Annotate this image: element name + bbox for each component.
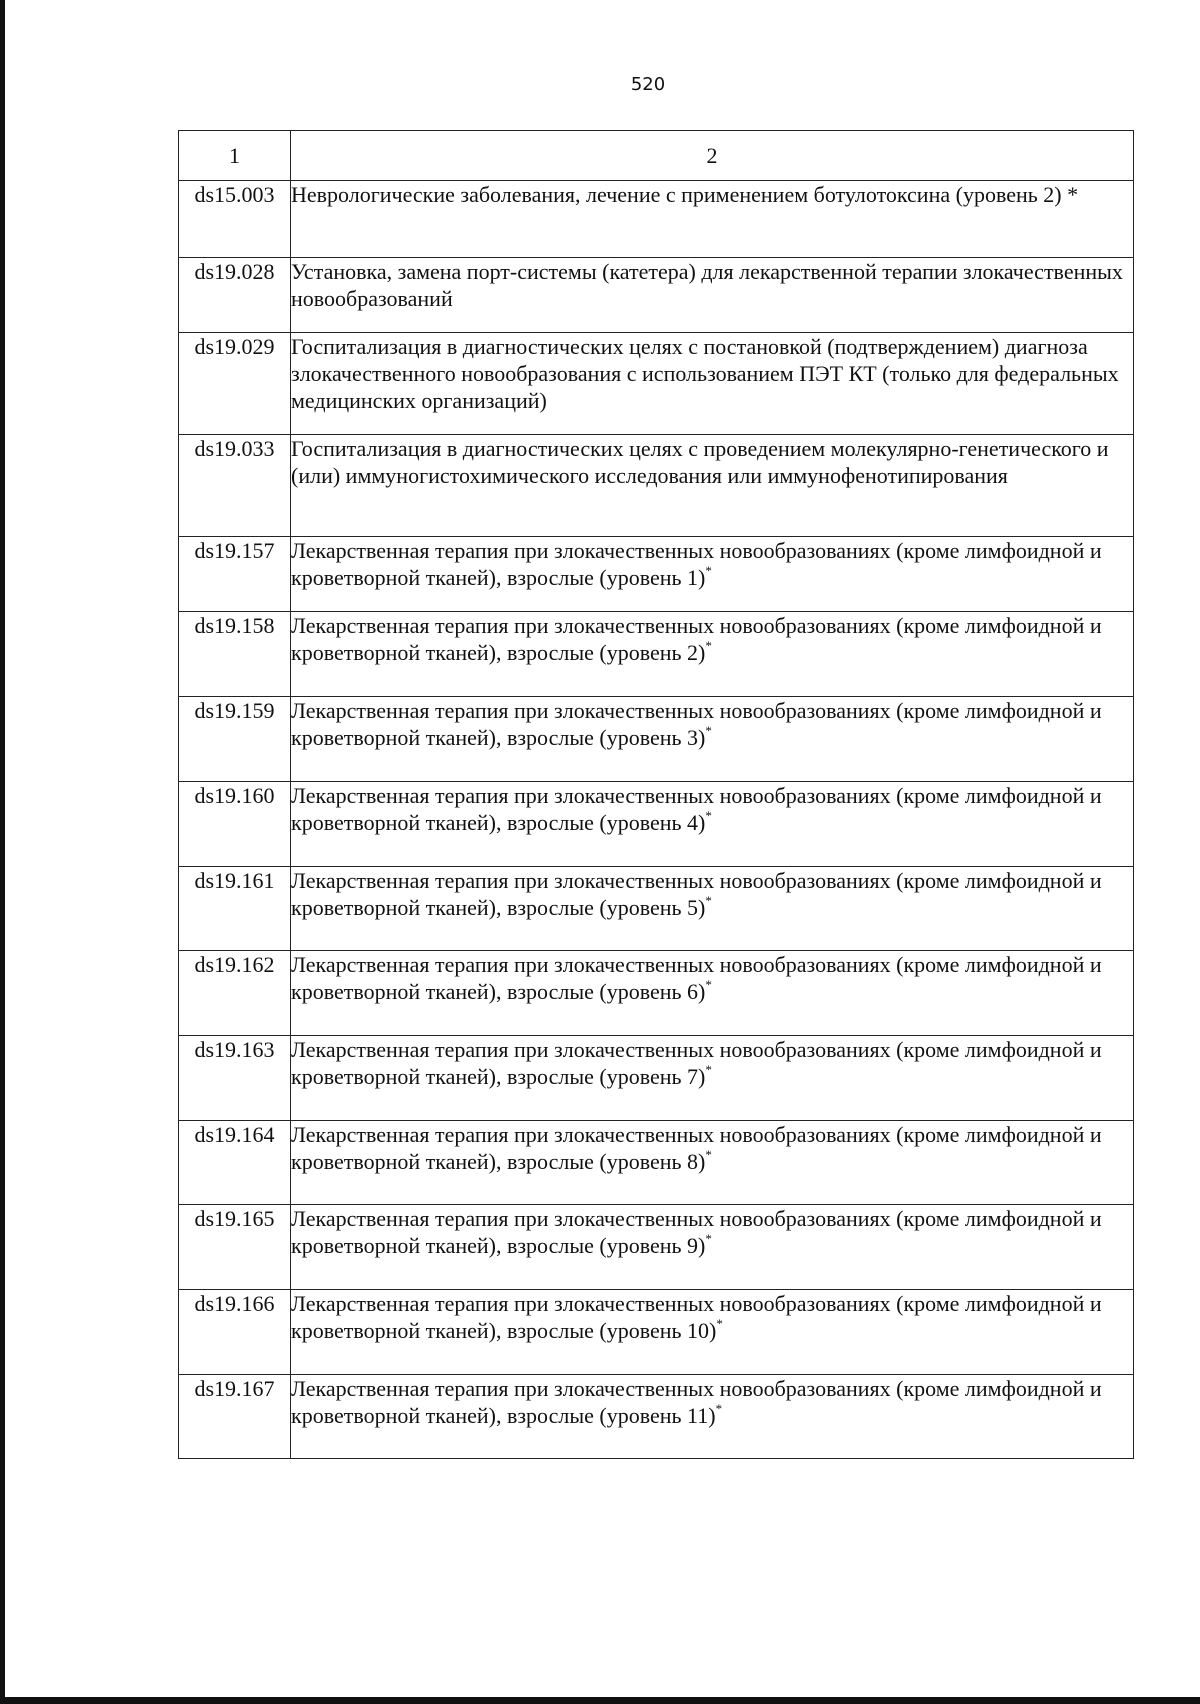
- row-description: [291, 612, 1134, 697]
- row-description: [291, 867, 1134, 951]
- row-description-text: Лекарственная терапия при злокачественных новообразованиях (кроме лимфоидной и кроветворной тканей), взрослые (уровень 9): [291, 1206, 1102, 1258]
- column-header-1: 1: [179, 131, 291, 181]
- footnote-marker: *: [716, 1315, 723, 1331]
- table-row: [179, 951, 1134, 1036]
- row-description: [291, 1121, 1134, 1205]
- footnote-marker: *: [705, 807, 712, 823]
- footnote-marker: *: [705, 637, 712, 653]
- table-row: [179, 181, 1134, 258]
- row-code: ds19.165: [179, 1205, 291, 1290]
- row-description: [291, 1205, 1134, 1290]
- row-code: ds19.162: [179, 951, 291, 1036]
- row-description-text: Лекарственная терапия при злокачественных новообразованиях (кроме лимфоидной и кроветворной тканей), взрослые (уровень 3): [291, 698, 1102, 750]
- row-description: [291, 1290, 1134, 1375]
- table-row: [179, 612, 1134, 697]
- footnote-marker: *: [705, 1146, 712, 1162]
- row-description: [291, 181, 1134, 258]
- row-description-text: Лекарственная терапия при злокачественных новообразованиях (кроме лимфоидной и кроветворной тканей), взрослые (уровень 11): [291, 1376, 1102, 1428]
- row-description-text: Лекарственная терапия при злокачественных новообразованиях (кроме лимфоидной и кроветворной тканей), взрослые (уровень 4): [291, 783, 1102, 835]
- table-row: [179, 435, 1134, 537]
- row-description-text: Неврологические заболевания, лечение с применением ботулотоксина (уровень 2) *: [291, 182, 1079, 207]
- row-code: ds19.158: [179, 612, 291, 697]
- row-code: ds19.161: [179, 867, 291, 951]
- table-row: [179, 1205, 1134, 1290]
- row-description: [291, 1375, 1134, 1459]
- row-description-text: Лекарственная терапия при злокачественных новообразованиях (кроме лимфоидной и кроветворной тканей), взрослые (уровень 1): [291, 538, 1102, 590]
- table-row: [179, 782, 1134, 867]
- table-row: [179, 697, 1134, 782]
- row-code: ds19.167: [179, 1375, 291, 1459]
- footnote-marker: *: [705, 1061, 712, 1077]
- row-code: ds19.029: [179, 333, 291, 435]
- row-code: ds19.028: [179, 258, 291, 333]
- footnote-marker: *: [705, 892, 712, 908]
- tariff-table: [178, 130, 1134, 1459]
- row-code: ds15.003: [179, 181, 291, 258]
- row-description-text: Лекарственная терапия при злокачественных новообразованиях (кроме лимфоидной и кроветворной тканей), взрослые (уровень 8): [291, 1122, 1102, 1174]
- row-description-text: Лекарственная терапия при злокачественных новообразованиях (кроме лимфоидной и кроветворной тканей), взрослые (уровень 7): [291, 1037, 1102, 1089]
- table-row: [179, 1036, 1134, 1121]
- footnote-marker: *: [705, 722, 712, 738]
- row-description-text: Лекарственная терапия при злокачественных новообразованиях (кроме лимфоидной и кроветворной тканей), взрослые (уровень 2): [291, 613, 1102, 665]
- row-description-text: Лекарственная терапия при злокачественных новообразованиях (кроме лимфоидной и кроветворной тканей), взрослые (уровень 10): [291, 1291, 1102, 1343]
- table-row: [179, 333, 1134, 435]
- row-description: [291, 782, 1134, 867]
- row-description: [291, 697, 1134, 782]
- page-number: 520: [630, 74, 666, 95]
- footnote-marker: *: [715, 1400, 723, 1416]
- footnote-marker: *: [705, 562, 712, 578]
- row-description-text: Госпитализация в диагностических целях с проведением молекулярно-генетического и (или) иммуногистохимического исследования или иммунофенотипирования: [291, 436, 1109, 488]
- column-header-2: 2: [291, 131, 1134, 181]
- table-row: [179, 537, 1134, 612]
- row-code: ds19.159: [179, 697, 291, 782]
- table-row: [179, 258, 1134, 333]
- table-row: [179, 1121, 1134, 1205]
- table-row: [179, 1290, 1134, 1375]
- row-description-text: Установка, замена порт-системы (катетера) для лекарственной терапии злокачественных новообразований: [291, 259, 1123, 311]
- row-description-text: Лекарственная терапия при злокачественных новообразованиях (кроме лимфоидной и кроветворной тканей), взрослые (уровень 5): [291, 868, 1102, 920]
- row-description: [291, 951, 1134, 1036]
- scan-edge-bottom: [0, 1697, 1200, 1704]
- row-description: [291, 258, 1134, 333]
- row-code: ds19.163: [179, 1036, 291, 1121]
- footnote-marker: *: [705, 976, 712, 992]
- row-description-text: Лекарственная терапия при злокачественных новообразованиях (кроме лимфоидной и кроветворной тканей), взрослые (уровень 6): [291, 952, 1102, 1004]
- row-description-text: Госпитализация в диагностических целях с постановкой (подтверждением) диагноза злокачественного новообразования с использованием ПЭТ КТ (только для федеральных медицинских организаций): [291, 334, 1119, 413]
- row-code: ds19.164: [179, 1121, 291, 1205]
- row-description: [291, 1036, 1134, 1121]
- table-row: [179, 867, 1134, 951]
- row-code: ds19.033: [179, 435, 291, 537]
- row-description: [291, 537, 1134, 612]
- row-description: [291, 333, 1134, 435]
- row-code: ds19.166: [179, 1290, 291, 1375]
- footnote-marker: *: [705, 1230, 712, 1246]
- row-code: ds19.160: [179, 782, 291, 867]
- table-header-row: [179, 131, 1134, 181]
- row-code: ds19.157: [179, 537, 291, 612]
- row-description: [291, 435, 1134, 537]
- table-row: [179, 1375, 1134, 1459]
- scan-edge-left: [0, 0, 5, 1704]
- table-body: [179, 181, 1134, 1459]
